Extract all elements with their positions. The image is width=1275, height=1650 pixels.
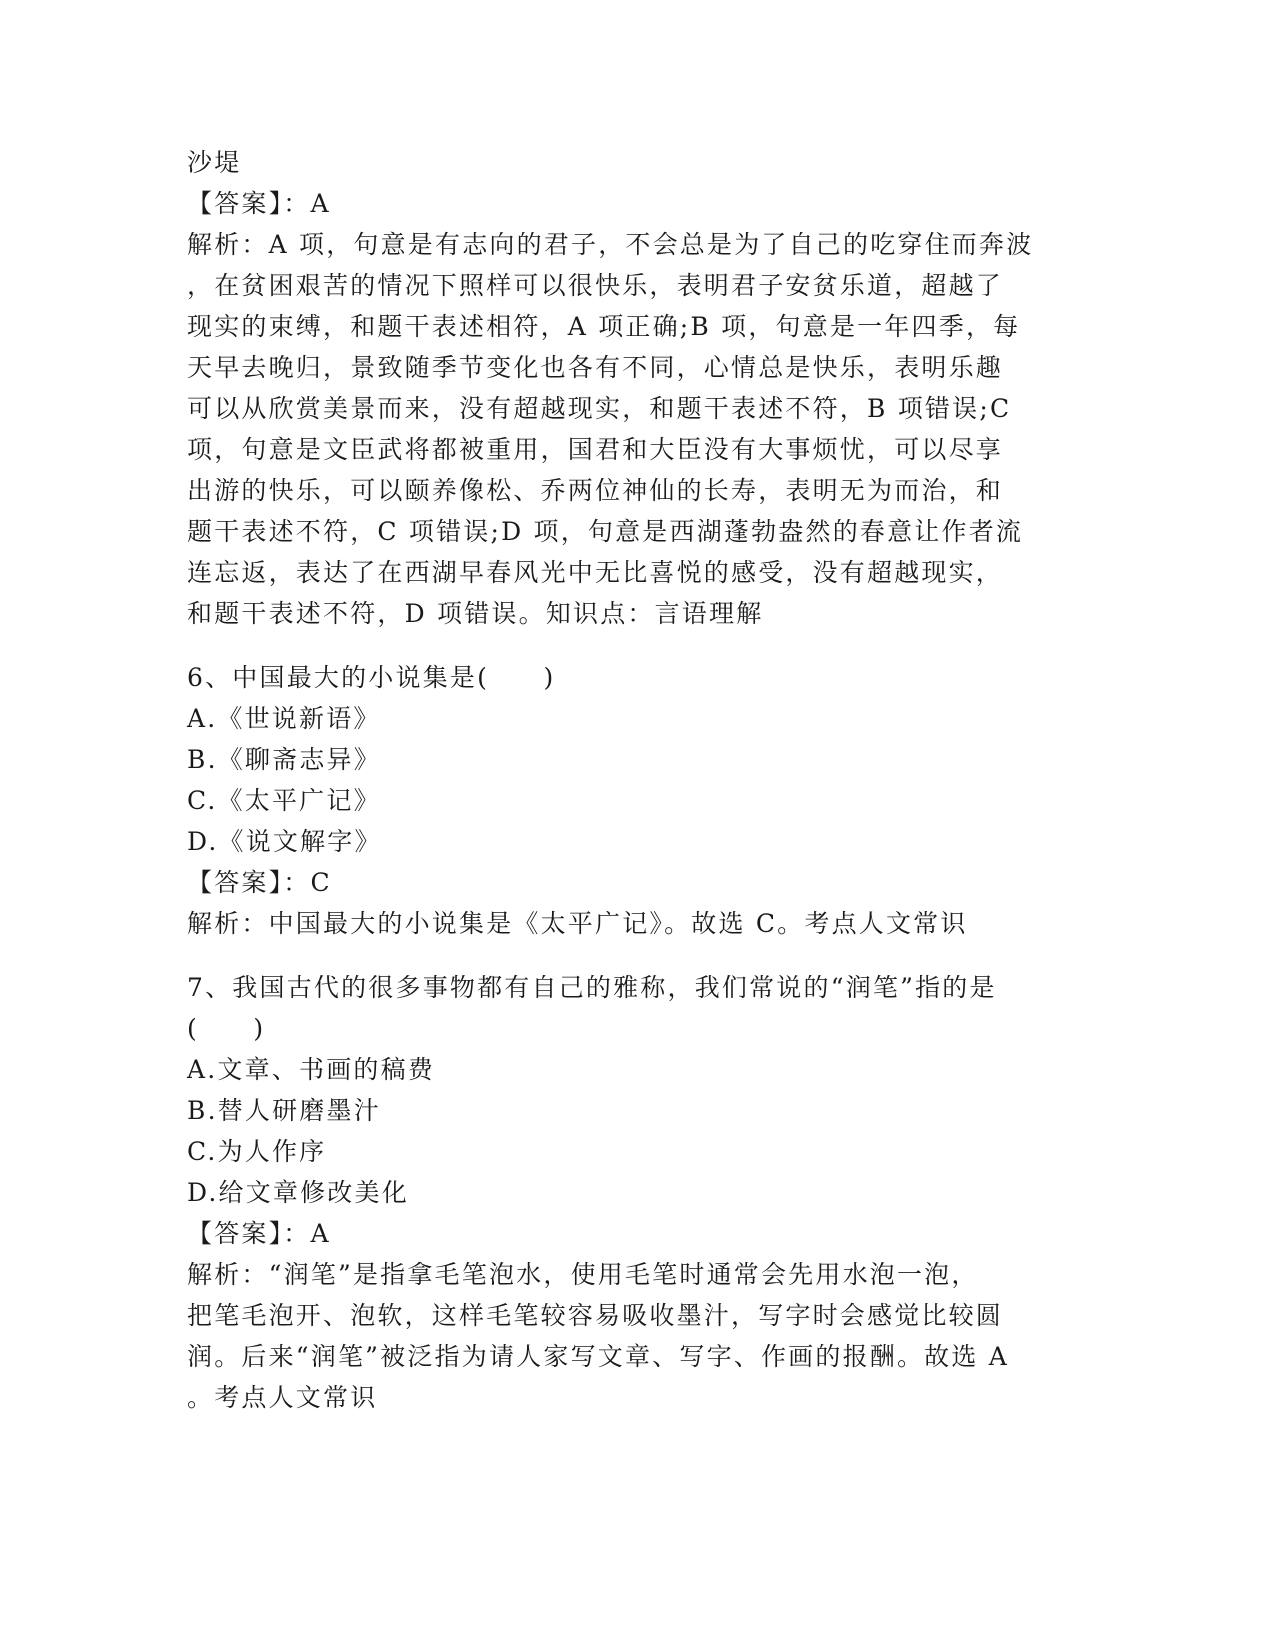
q6-option-d: D.《说文解字》 [187,827,382,856]
prev-question-tail: 沙堤 [187,148,242,177]
q7-analysis-line: 润。后来“润笔”被泛指为请人家写文章、写字、作画的报酬。故选 A [187,1342,1009,1371]
q6-option-a: A.《世说新语》 [187,704,381,733]
q7-option-d: D.给文章修改美化 [187,1178,409,1207]
prev-analysis-line: 项，句意是文臣武将都被重用，国君和大臣没有大事烦忧，可以尽享 [187,435,1004,464]
prev-analysis-line: 天早去晚归，景致随季节变化也各有不同，心情总是快乐，表明乐趣 [187,353,1004,382]
q7-answer: 【答案】：A [187,1219,331,1248]
prev-analysis-line: 和题干表述不符，D 项错误。知识点：言语理解 [187,599,764,628]
q7-analysis-line: 。考点人文常识 [187,1383,378,1412]
q7-option-c: C.为人作序 [187,1137,327,1166]
prev-analysis-line: 题干表述不符，C 项错误;D 项，句意是西湖蓬勃盎然的春意让作者流 [187,517,1024,546]
q7-analysis-line: 把笔毛泡开、泡软，这样毛笔较容易吸收墨汁，写字时会感觉比较圆 [187,1301,1004,1330]
q6-analysis: 解析：中国最大的小说集是《太平广记》。故选 C。考点人文常识 [187,909,968,938]
prev-analysis-line: ，在贫困艰苦的情况下照样可以很快乐，表明君子安贫乐道，超越了 [187,271,1004,300]
prev-answer: 【答案】：A [187,189,331,218]
q7-analysis-line: 解析：“润笔”是指拿毛笔泡水，使用毛笔时通常会先用水泡一泡， [187,1260,979,1289]
q7-option-a: A.文章、书画的稿费 [187,1055,436,1084]
prev-analysis-line: 可以从欣赏美景而来，没有超越现实，和题干表述不符，B 项错误;C [187,394,1012,423]
prev-analysis-line: 解析：A 项，句意是有志向的君子，不会总是为了自己的吃穿住而奔波 [187,230,1034,259]
q6-option-c: C.《太平广记》 [187,786,381,815]
q7-question-line: 7、我国古代的很多事物都有自己的雅称，我们常说的“润笔”指的是 [187,973,997,1002]
q6-question: 6、中国最大的小说集是( ) [187,663,556,692]
q6-option-b: B.《聊斋志异》 [187,745,381,774]
prev-analysis-line: 出游的快乐，可以颐养像松、乔两位神仙的长寿，表明无为而治，和 [187,476,1004,505]
q6-answer: 【答案】：C [187,868,332,897]
prev-analysis-line: 连忘返，表达了在西湖早春风光中无比喜悦的感受，没有超越现实， [187,558,1004,587]
q7-question-line: ( ) [187,1014,266,1043]
q7-option-b: B.替人研磨墨汁 [187,1096,381,1125]
prev-analysis-line: 现实的束缚，和题干表述相符，A 项正确;B 项，句意是一年四季，每 [187,312,1021,341]
